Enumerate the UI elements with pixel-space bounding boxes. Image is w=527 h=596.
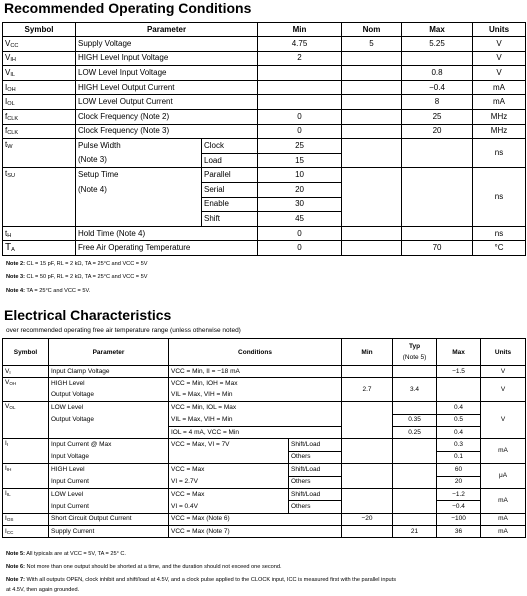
ec-cond: IOL = 4 mA, VCC = Min — [169, 426, 342, 438]
ec-header-symbol: Symbol — [3, 339, 49, 366]
table-row — [3, 513, 526, 525]
table-row — [3, 139, 526, 154]
ec-header-units: Units — [481, 339, 526, 366]
ec-cond: VCC = Max (Note 7) — [169, 526, 342, 538]
ec-cond: VCC = Min, IOH = Max — [169, 378, 342, 390]
ec-param: LOW Level — [49, 402, 169, 414]
roc-units: MHz — [473, 109, 526, 124]
ec-min: 2.7 — [342, 378, 393, 402]
roc-header-max: Max — [402, 23, 473, 37]
roc-nom — [342, 80, 402, 95]
ec-units: mA — [481, 439, 526, 464]
roc-min — [258, 66, 342, 81]
ec-subcond: Shift/Load — [289, 464, 342, 476]
roc-nom — [342, 95, 402, 110]
roc-min: 15 — [258, 153, 342, 168]
table-row — [3, 378, 526, 390]
roc-param: Pulse Width — [76, 139, 202, 154]
roc-note-3: Note 3: CL = 50 pF, RL = 2 kΩ, TA = 25°C and VCC = 5V — [6, 274, 148, 280]
table-row — [3, 80, 526, 95]
ec-max: 0.4 — [437, 402, 481, 414]
ec-subcond: Shift/Load — [289, 488, 342, 500]
ec-cond: VCC = Max — [169, 464, 289, 476]
ec-min — [342, 464, 393, 489]
table-row — [3, 66, 526, 81]
ec-max: −1.2 — [437, 488, 481, 500]
ec-max: −1.5 — [437, 366, 481, 378]
ec-max: 0.1 — [437, 451, 481, 463]
roc-header-row — [3, 23, 526, 37]
table-row — [3, 124, 526, 139]
ec-symbol: $V_{OH}$ — [3, 378, 49, 402]
roc-table — [2, 22, 526, 256]
roc-units: MHz — [473, 124, 526, 139]
ec-typ — [393, 513, 437, 525]
roc-cond: Clock — [202, 139, 258, 154]
roc-nom — [342, 139, 402, 168]
ec-table — [2, 338, 526, 538]
roc-title: Recommended Operating Conditions — [4, 0, 252, 16]
ec-units: V — [481, 366, 526, 378]
ec-typ: 3.4 — [393, 378, 437, 402]
roc-max: 5.25 — [402, 37, 473, 52]
roc-min: 20 — [258, 182, 342, 197]
roc-cond: Load — [202, 153, 258, 168]
roc-nom: 5 — [342, 37, 402, 52]
ec-max — [437, 378, 481, 402]
roc-max — [402, 168, 473, 226]
roc-min: 0 — [258, 226, 342, 241]
roc-param-note: (Note 3) — [76, 153, 202, 168]
ec-header-parameter: Parameter — [49, 339, 169, 366]
ec-param: HIGH Level — [49, 378, 169, 390]
ec-cond: VI = 2.7V — [169, 476, 289, 488]
roc-nom — [342, 241, 402, 256]
ec-header-min: Min — [342, 339, 393, 366]
ec-max: 36 — [437, 526, 481, 538]
roc-units: °C — [473, 241, 526, 256]
roc-cond: Enable — [202, 197, 258, 212]
ec-symbol: $I_{CC}$ — [3, 526, 49, 538]
roc-param: Clock Frequency (Note 2) — [76, 109, 258, 124]
roc-min — [258, 80, 342, 95]
ec-typ — [393, 488, 437, 513]
ec-cond: VI = 0.4V — [169, 501, 289, 513]
ec-param: Output Voltage — [49, 414, 169, 426]
roc-min: 0 — [258, 241, 342, 256]
roc-param: Free Air Operating Temperature — [76, 241, 258, 256]
roc-max: 70 — [402, 241, 473, 256]
roc-units: ns — [473, 139, 526, 168]
roc-units: V — [473, 66, 526, 81]
roc-param: HIGH Level Input Voltage — [76, 51, 258, 66]
ec-min — [342, 439, 393, 464]
ec-cond: VIL = Max, VIH = Min — [169, 414, 342, 426]
roc-nom — [342, 66, 402, 81]
roc-symbol: $I_{OL}$ — [3, 95, 76, 110]
roc-symbol: $T_A$ — [3, 241, 76, 256]
ec-typ — [393, 366, 437, 378]
ec-cond: VCC = Max (Note 6) — [169, 513, 342, 525]
roc-units: V — [473, 51, 526, 66]
ec-units: V — [481, 402, 526, 439]
ec-subcond: Shift/Load — [289, 439, 342, 451]
ec-max: 60 — [437, 464, 481, 476]
ec-cond: VCC = Min, IOL = Max — [169, 402, 342, 414]
roc-symbol: $V_{CC}$ — [3, 37, 76, 52]
ec-header-conditions: Conditions — [169, 339, 342, 366]
roc-header-symbol: Symbol — [3, 23, 76, 37]
roc-cond: Serial — [202, 182, 258, 197]
ec-symbol: $I_{IL}$ — [3, 488, 49, 513]
roc-min: 10 — [258, 168, 342, 183]
table-row — [3, 95, 526, 110]
roc-header-min: Min — [258, 23, 342, 37]
ec-typ — [393, 439, 437, 464]
roc-symbol: $V_{IH}$ — [3, 51, 76, 66]
roc-cond: Parallel — [202, 168, 258, 183]
roc-max: −0.4 — [402, 80, 473, 95]
ec-note-7: Note 7: With all outputs OPEN, clock inhibit and shift/load at 4.5V, and a clock pulse applied to the CLOCK input, ICC is measured first with the parallel inputs — [6, 577, 397, 583]
ec-units: mA — [481, 526, 526, 538]
ec-param: LOW Level — [49, 488, 169, 500]
ec-units: mA — [481, 488, 526, 513]
ec-symbol: $I_{OS}$ — [3, 513, 49, 525]
ec-header-row — [3, 339, 526, 366]
ec-min — [342, 366, 393, 378]
ec-note-5: Note 5: All typicals are at VCC = 5V, TA = 25° C. — [6, 551, 126, 557]
ec-cond: VCC = Max — [169, 488, 289, 500]
roc-symbol: $f_{CLK}$ — [3, 124, 76, 139]
table-row — [3, 109, 526, 124]
roc-param: LOW Level Output Current — [76, 95, 258, 110]
ec-symbol: $I_{IH}$ — [3, 464, 49, 489]
ec-subtitle: over recommended operating free air temperature range (unless otherwise noted) — [6, 327, 241, 334]
roc-nom — [342, 124, 402, 139]
ec-symbol: $V_I$ — [3, 366, 49, 378]
roc-param: Clock Frequency (Note 3) — [76, 124, 258, 139]
ec-header-typ: Typ (Note 5) — [393, 339, 437, 366]
roc-min: 45 — [258, 212, 342, 227]
roc-param-blank — [76, 197, 202, 212]
ec-units: V — [481, 378, 526, 402]
roc-param: LOW Level Input Voltage — [76, 66, 258, 81]
ec-typ: 0.35 — [393, 414, 437, 426]
table-row — [3, 426, 526, 438]
ec-param: Input Current @ Max — [49, 439, 169, 451]
roc-header-parameter: Parameter — [76, 23, 258, 37]
roc-units: mA — [473, 80, 526, 95]
roc-min: 4.75 — [258, 37, 342, 52]
table-row — [3, 37, 526, 52]
ec-max: −0.4 — [437, 501, 481, 513]
table-row — [3, 366, 526, 378]
roc-max: 8 — [402, 95, 473, 110]
ec-note-6: Note 6: Not more than one output should be shorted at a time, and the duration should not exceed one second. — [6, 564, 282, 570]
roc-max: 20 — [402, 124, 473, 139]
ec-min — [342, 402, 393, 439]
ec-cond: VCC = Min, II = −18 mA — [169, 366, 342, 378]
roc-units: V — [473, 37, 526, 52]
roc-header-nom: Nom — [342, 23, 402, 37]
ec-typ: 0.25 — [393, 426, 437, 438]
roc-nom — [342, 51, 402, 66]
roc-param-note: (Note 4) — [76, 182, 202, 197]
table-row — [3, 464, 526, 476]
ec-param: Output Voltage — [49, 390, 169, 402]
ec-header-max: Max — [437, 339, 481, 366]
ec-param: Supply Current — [49, 526, 169, 538]
ec-max: 0.3 — [437, 439, 481, 451]
roc-max: 0.8 — [402, 66, 473, 81]
ec-typ — [393, 402, 437, 414]
ec-symbol: $V_{OL}$ — [3, 402, 49, 439]
table-row — [3, 451, 526, 463]
roc-header-units: Units — [473, 23, 526, 37]
roc-param: Hold Time (Note 4) — [76, 226, 258, 241]
table-row — [3, 402, 526, 414]
ec-param: Input Clamp Voltage — [49, 366, 169, 378]
roc-param: Setup Time — [76, 168, 202, 183]
roc-max: 25 — [402, 109, 473, 124]
ec-param: Input Current — [49, 501, 169, 513]
roc-min: 0 — [258, 124, 342, 139]
ec-cond: VCC = Max, VI = 7V — [169, 439, 289, 451]
ec-param: Short Circuit Output Current — [49, 513, 169, 525]
roc-nom — [342, 226, 402, 241]
table-row — [3, 51, 526, 66]
roc-max — [402, 51, 473, 66]
ec-title: Electrical Characteristics — [4, 307, 172, 323]
ec-param: HIGH Level — [49, 464, 169, 476]
ec-max: 0.4 — [437, 426, 481, 438]
ec-min — [342, 488, 393, 513]
roc-min: 2 — [258, 51, 342, 66]
table-row — [3, 226, 526, 241]
roc-nom — [342, 168, 402, 226]
ec-units: μA — [481, 464, 526, 489]
ec-typ — [393, 464, 437, 489]
roc-max — [402, 139, 473, 168]
roc-note-4: Note 4: TA = 25°C and VCC = 5V. — [6, 288, 91, 294]
roc-min: 0 — [258, 109, 342, 124]
ec-units: mA — [481, 513, 526, 525]
ec-cond-blank — [169, 451, 289, 463]
roc-units: mA — [473, 95, 526, 110]
ec-subcond: Others — [289, 451, 342, 463]
table-row — [3, 501, 526, 513]
roc-symbol: $t_H$ — [3, 226, 76, 241]
table-row — [3, 168, 526, 183]
roc-symbol: $t_{SU}$ — [3, 168, 76, 226]
ec-min: −20 — [342, 513, 393, 525]
ec-param: Input Voltage — [49, 451, 169, 463]
table-row — [3, 476, 526, 488]
roc-nom — [342, 109, 402, 124]
ec-max: 20 — [437, 476, 481, 488]
roc-param: Supply Voltage — [76, 37, 258, 52]
ec-subcond: Others — [289, 501, 342, 513]
roc-min — [258, 95, 342, 110]
table-row — [3, 414, 526, 426]
table-row — [3, 439, 526, 451]
table-row — [3, 526, 526, 538]
roc-max — [402, 226, 473, 241]
ec-typ: 21 — [393, 526, 437, 538]
roc-symbol: $t_W$ — [3, 139, 76, 168]
roc-units: ns — [473, 226, 526, 241]
ec-min — [342, 526, 393, 538]
ec-max: 0.5 — [437, 414, 481, 426]
roc-units: ns — [473, 168, 526, 226]
roc-param: HIGH Level Output Current — [76, 80, 258, 95]
roc-note-2: Note 2: CL = 15 pF, RL = 2 kΩ, TA = 25°C and VCC = 5V — [6, 261, 148, 267]
ec-subcond: Others — [289, 476, 342, 488]
roc-min: 30 — [258, 197, 342, 212]
roc-param-blank — [76, 212, 202, 227]
roc-symbol: $f_{CLK}$ — [3, 109, 76, 124]
ec-max: −100 — [437, 513, 481, 525]
roc-min: 25 — [258, 139, 342, 154]
ec-cond: VIL = Max, VIH = Min — [169, 390, 342, 402]
ec-note-7-cont: at 4.5V, then again grounded. — [6, 587, 80, 593]
roc-symbol: $V_{IL}$ — [3, 66, 76, 81]
ec-symbol: $I_I$ — [3, 439, 49, 464]
table-row — [3, 488, 526, 500]
ec-param: Input Current — [49, 476, 169, 488]
table-row — [3, 241, 526, 256]
roc-symbol: $I_{OH}$ — [3, 80, 76, 95]
roc-cond: Shift — [202, 212, 258, 227]
ec-param-blank — [49, 426, 169, 438]
